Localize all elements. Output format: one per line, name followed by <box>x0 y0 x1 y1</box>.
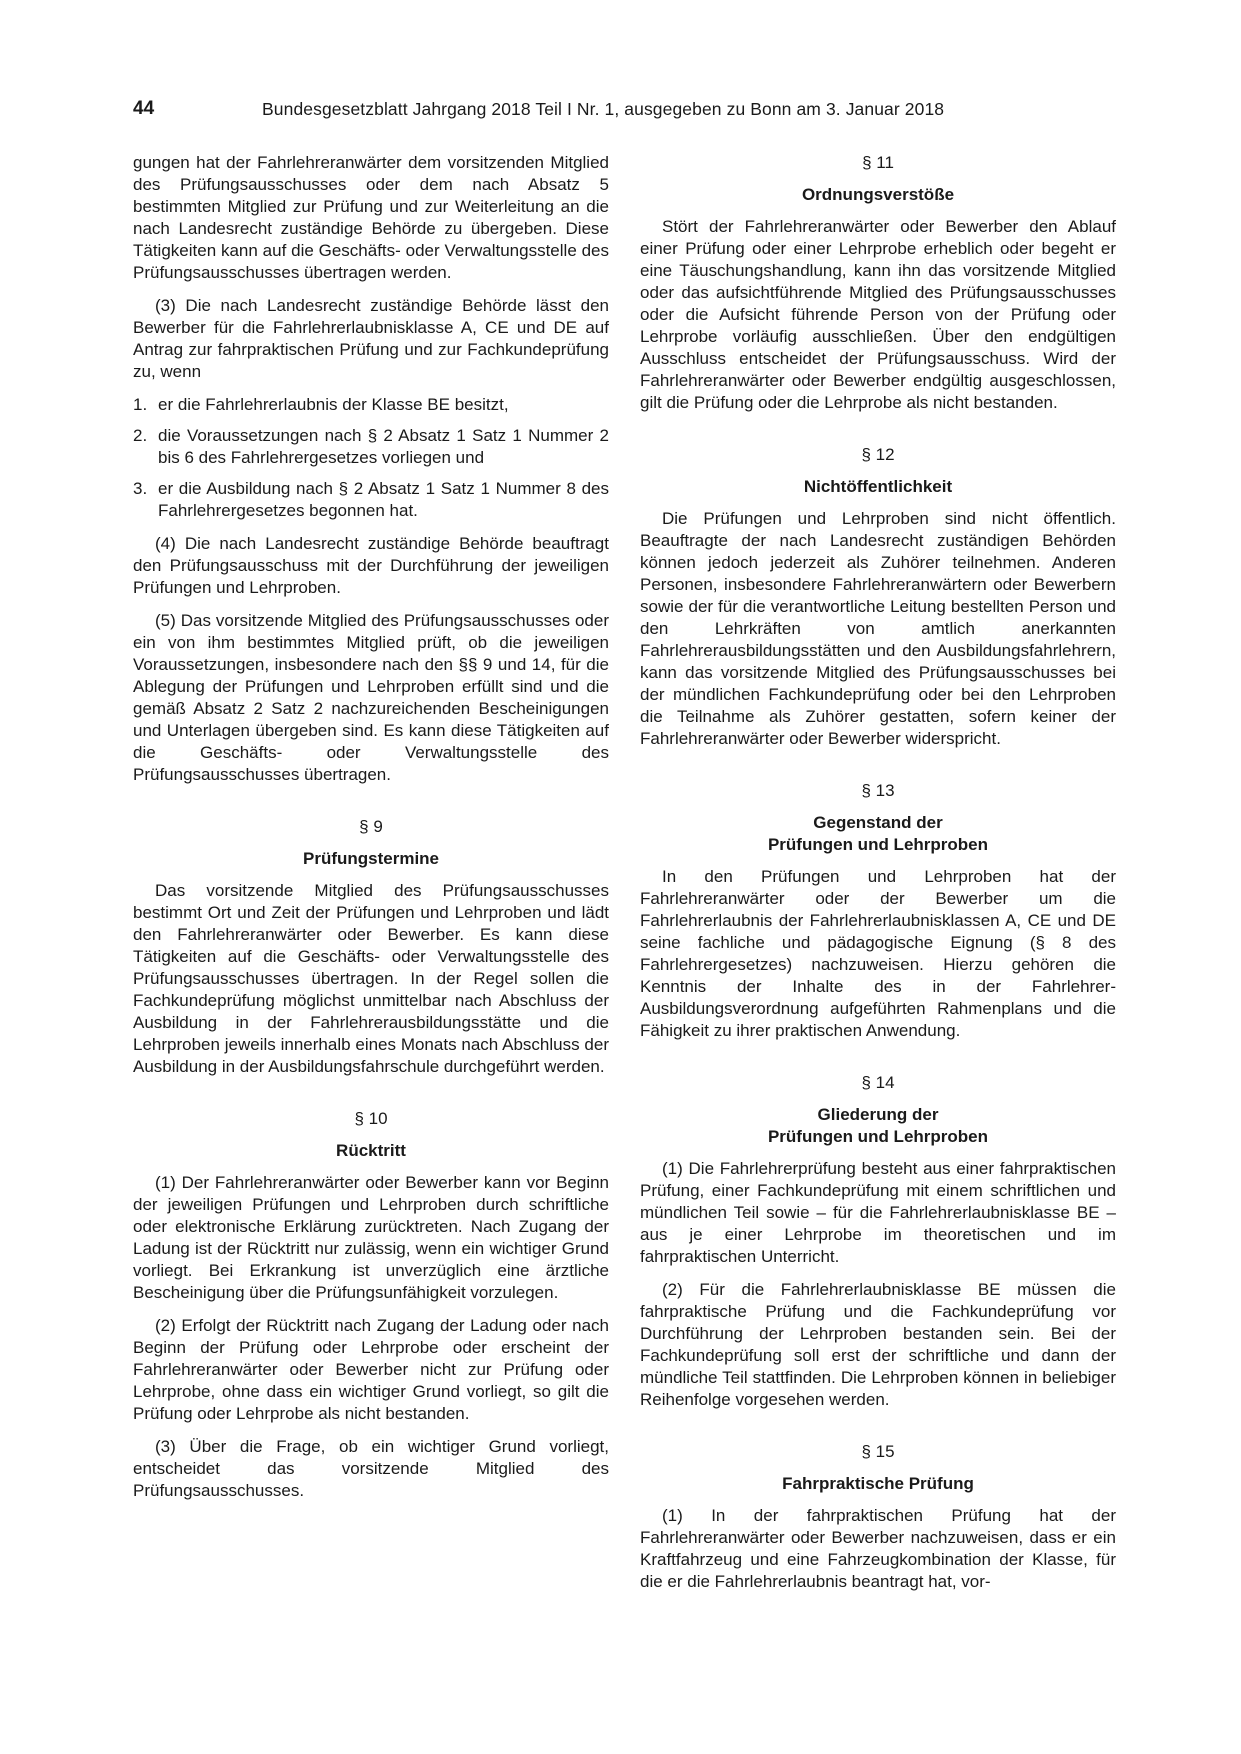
page-header <box>133 98 1115 128</box>
list-number: 2. <box>133 426 148 445</box>
section-number: § 10 <box>354 1109 388 1128</box>
section-title <box>640 812 1116 856</box>
paragraph-3: (3) Die nach Landesrecht zuständige Behörde lässt den Bewerber für die Fahrlehrerlaubnisklasse A, CE und DE auf Antrag zur fahrpraktischen Prüfung und zur Fachkundeprüfung zu, wenn <box>133 296 609 381</box>
section-text: In den Prüfungen und Lehrproben hat der Fahrlehreranwärter oder der Bewerber um die Fahrlehrerlaubnis der Fahrlehrerlaubnisklassen A, CE und DE seine fachliche und pädagogische Eignung (§ 8 des Fahrlehrergesetzes) nachzuweisen. Hierzu gehören die Kenntnis der Inhalte des in der Fahrlehrer-Ausbildungsverordnung aufgeführten Rahmenplans und die Fähigkeit zu ihrer praktischen Anwendung. <box>640 867 1116 1040</box>
list-item <box>133 394 609 416</box>
section-title-line: Prüfungen und Lehrproben <box>767 835 989 854</box>
conditions-list <box>133 394 609 522</box>
list-number: 1. <box>133 395 148 414</box>
section-number: § 13 <box>861 781 895 800</box>
section-title-line: Gegenstand der <box>813 813 943 832</box>
section-number: § 11 <box>862 153 894 172</box>
page-number: 44 <box>133 98 155 119</box>
section-paragraph: (1) Der Fahrlehreranwärter oder Bewerber kann vor Beginn der jeweiligen Prüfungen und Lehrproben durch schriftliche oder elektronische Erklärung zurücktreten. Nach Zugang der Ladung ist der Rücktritt nur zulässig, wenn ein wichtiger Grund vorliegt. Bei Erkrankung ist unverzüglich eine ärztliche Bescheinigung über die Prüfungsunfähigkeit vorzulegen. <box>133 1173 609 1302</box>
right-column <box>640 152 1116 1604</box>
section-number: § 9 <box>359 817 383 836</box>
section-text: Das vorsitzende Mitglied des Prüfungsausschusses bestimmt Ort und Zeit der Prüfungen und Lehrproben und lädt den Fahrlehreranwärter oder Bewerber. Es kann diese Tätigkeiten auf die Geschäfts- oder Verwaltungsstelle des Prüfungsausschusses übertragen. In der Regel sollen die Fachkundeprüfung möglichst unmittelbar nach Abschluss der Ausbildung in der Fahrlehrerausbildungsstätte und die Lehrproben jeweils innerhalb eines Monats nach Abschluss der Ausbildung in der Ausbildungsfahrschule durchgeführt werden. <box>133 881 609 1076</box>
section-number: § 15 <box>861 1442 895 1461</box>
section-paragraph: (2) Für die Fahrlehrerlaubnisklasse BE müssen die fahrpraktische Prüfung und die Fachkundeprüfung vor Durchführung der Lehrproben bestanden sein. Bei der Fachkundeprüfung soll erst der schriftliche und dann der mündliche Teil stattfinden. Die Lehrproben können in beliebiger Reihenfolge vorgesehen werden. <box>640 1280 1116 1409</box>
paragraph-4: (4) Die nach Landesrecht zuständige Behörde beauftragt den Prüfungsausschuss mit der Durchführung der jeweiligen Prüfungen und Lehrproben. <box>133 534 609 597</box>
section-paragraph: (3) Über die Frage, ob ein wichtiger Grund vorliegt, entscheidet das vorsitzende Mitglied des Prüfungsausschusses. <box>133 1437 609 1500</box>
section-title: Fahrpraktische Prüfung <box>782 1474 974 1493</box>
section-title: Nichtöffentlichkeit <box>803 477 953 496</box>
list-item <box>133 478 609 522</box>
list-number: 3. <box>133 479 148 498</box>
paragraph-5: (5) Das vorsitzende Mitglied des Prüfungsausschusses oder ein von ihm bestimmtes Mitglied prüft, ob die jeweiligen Voraussetzungen, insbesondere nach den §§ 9 und 14, für die Ablegung der Prüfungen und Lehrproben erfüllt sind und die gemäß Absatz 2 Satz 2 nachzureichenden Bescheinigungen und Unterlagen übergeben sind. Es kann diese Tätigkeiten auf die Geschäfts- oder Verwaltungsstelle des Prüfungsausschusses übertragen. <box>133 611 609 784</box>
section-title: Ordnungsverstöße <box>801 185 955 204</box>
section-text: Stört der Fahrlehreranwärter oder Bewerber den Ablauf einer Prüfung oder einer Lehrprobe erheblich oder begeht er eine Täuschungshandlung, kann ihn das vorsitzende Mitglied oder das aufsichtführende Mitglied des Prüfungsausschusses oder die Aufsicht führende Person von der Prüfung oder Lehrprobe vorläufig ausschließen. Über den endgültigen Ausschluss entscheidet der Prüfungsausschuss. Wird der Fahrlehreranwärter oder Bewerber endgültig ausgeschlossen, gilt die Prüfung oder die Lehrprobe als nicht bestanden. <box>640 217 1116 412</box>
section-text: Die Prüfungen und Lehrproben sind nicht öffentlich. Beauftragte der nach Landesrecht zuständigen Behörden können jedoch jederzeit als Zuhörer teilnehmen. Anderen Personen, insbesondere Fahrlehreranwärtern oder Bewerbern sowie der für die verantwortliche Leitung bestellten Person und den Lehrkräften von amtlich anerkannten Fahrlehrerausbildungsstätten und den Ausbildungsfahrlehrern, kann das vorsitzende Mitglied des Prüfungsausschusses bei der mündlichen Fachkundeprüfung oder bei den Lehrproben die Teilnahme als Zuhörer gestatten, sofern keiner der Fahrlehreranwärter oder Bewerber widerspricht. <box>640 509 1116 748</box>
continued-paragraph: gungen hat der Fahrlehreranwärter dem vorsitzenden Mitglied des Prüfungsausschusses oder dem nach Absatz 5 bestimmten Mitglied zur Prüfung und zur Weiterleitung an die nach Landesrecht zuständige Behörde zu übergeben. Diese Tätigkeiten kann auf die Geschäfts- oder Verwaltungsstelle des Prüfungsausschusses übertragen werden. <box>133 153 609 282</box>
running-title: Bundesgesetzblatt Jahrgang 2018 Teil I Nr. 1, ausgegeben zu Bonn am 3. Januar 2018 <box>262 99 945 119</box>
section-title: Prüfungstermine <box>302 849 440 868</box>
list-text: er die Ausbildung nach § 2 Absatz 1 Satz 1 Nummer 8 des Fahrlehrergesetzes begonnen hat. <box>158 479 609 520</box>
section-paragraph: (1) Die Fahrlehrerprüfung besteht aus einer fahrpraktischen Prüfung, einer Fachkundeprüfung mit einem schriftlichen und mündlichen Teil sowie – für die Fahrlehrerlaubnisklasse BE – aus je einer Lehrprobe im theoretischen und im fahrpraktischen Unterricht. <box>640 1159 1116 1266</box>
list-text: er die Fahrlehrerlaubnis der Klasse BE besitzt, <box>158 395 509 414</box>
section-number: § 14 <box>861 1073 895 1092</box>
list-item <box>133 425 609 469</box>
section-paragraph: (1) In der fahrpraktischen Prüfung hat der Fahrlehreranwärter oder Bewerber nachzuweisen, dass er ein Kraftfahrzeug und eine Fahrzeugkombination der Klasse, für die er die Fahrlehrerlaubnis beantragt hat, vor- <box>640 1506 1116 1591</box>
section-title <box>640 1104 1116 1148</box>
section-title: Rücktritt <box>336 1141 406 1160</box>
list-text: die Voraussetzungen nach § 2 Absatz 1 Satz 1 Nummer 2 bis 6 des Fahrlehrergesetzes vorliegen und <box>158 426 609 467</box>
section-title-line: Gliederung der <box>817 1105 939 1124</box>
section-title-line: Prüfungen und Lehrproben <box>767 1127 989 1146</box>
section-number: § 12 <box>861 445 895 464</box>
left-column <box>133 152 609 1513</box>
section-paragraph: (2) Erfolgt der Rücktritt nach Zugang der Ladung oder nach Beginn der Prüfung oder Lehrprobe oder erscheint der Fahrlehreranwärter oder Bewerber nicht zur Prüfung oder Lehrprobe, ohne dass ein wichtiger Grund vorliegt, so gilt die Prüfung oder Lehrprobe als nicht bestanden. <box>133 1316 609 1423</box>
